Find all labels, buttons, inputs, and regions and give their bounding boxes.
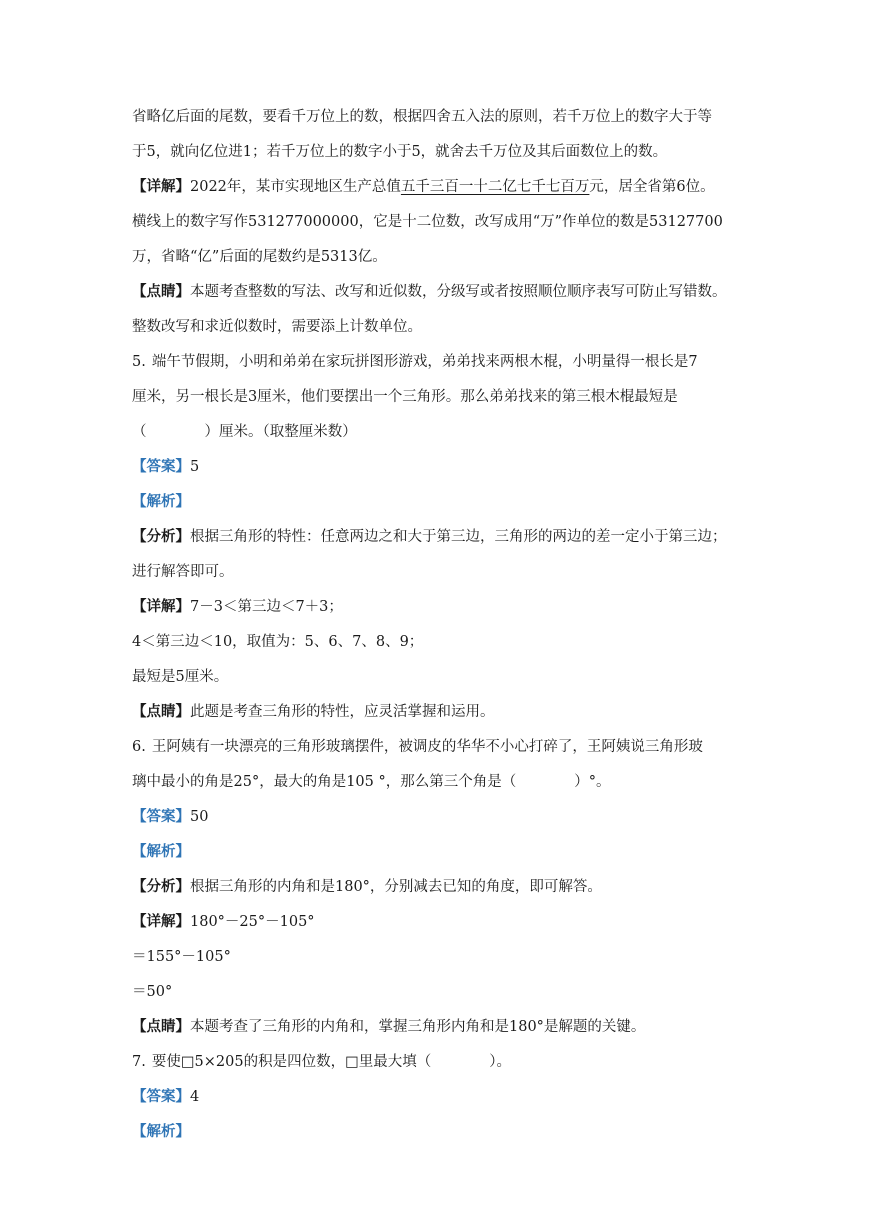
q6-detail-line-1 <box>132 909 744 944</box>
answer-value: 50 <box>190 809 209 825</box>
q5-analysis-line-2: 进行解答即可。 <box>132 564 234 580</box>
analysis-tag: 【分析】 <box>132 528 190 545</box>
analysis-text: 根据三角形的内角和是180°，分别减去已知的角度，即可解答。 <box>190 879 602 895</box>
answer-tag: 【答案】 <box>132 808 190 825</box>
question-number: 6. <box>132 739 146 755</box>
analysis-text: 根据三角形的特性：任意两边之和大于第三边，三角形的两边的差一定小于第三边； <box>190 529 727 545</box>
detail-text: 180°－25°－105° <box>190 914 315 930</box>
comment-text: 本题考查整数的写法、改写和近似数，分级写或者按照顺位顺序表写可防止写错数。 <box>190 284 727 300</box>
q5-analysis-line-1 <box>132 524 744 559</box>
analysis-tag: 【分析】 <box>132 878 190 895</box>
question-text: 要使□5×205的积是四位数，□里最大填（ <box>151 1054 432 1070</box>
q6-analysis <box>132 874 744 909</box>
question-text: ）。 <box>489 1054 512 1070</box>
prev-detail-line-1 <box>132 174 744 209</box>
detail-tag: 【详解】 <box>132 913 190 930</box>
q5-answer <box>132 454 744 489</box>
q7-answer <box>132 1084 744 1119</box>
q5-detail-line-1 <box>132 594 744 629</box>
detail-tag: 【详解】 <box>132 598 190 615</box>
comment-tag: 【点睛】 <box>132 703 190 720</box>
prev-comment-line-1 <box>132 279 744 314</box>
q6-detail-line-2: ＝155°－105° <box>132 949 231 965</box>
q5-detail-line-2: 4＜第三边＜10，取值为：5、6、7、8、9； <box>132 634 424 650</box>
q5-stem-line-2: 厘米，另一根长是3厘米，他们要摆出一个三角形。那么弟弟找来的第三根木棍最短是 <box>132 389 678 405</box>
q6-comment <box>132 1014 744 1049</box>
question-text: ）°。 <box>574 774 611 790</box>
q7-stem-line-1 <box>132 1049 744 1084</box>
jiexi-tag: 【解析】 <box>132 843 190 860</box>
q6-jiexi <box>132 839 744 874</box>
comment-text: 此题是考查三角形的特性，应灵活掌握和运用。 <box>190 704 495 720</box>
blank-open-paren: （ <box>132 424 147 440</box>
question-text: 璃中最小的角是25°，最大的角是105 °，那么第三个角是（ <box>132 774 517 790</box>
q5-stem-line-3 <box>132 419 744 454</box>
comment-tag: 【点睛】 <box>132 283 190 300</box>
q6-stem-line-2 <box>132 769 744 804</box>
detail-text: 元，居全省第6位。 <box>589 179 715 195</box>
answer-tag: 【答案】 <box>132 1088 190 1105</box>
comment-tag: 【点睛】 <box>132 1018 190 1035</box>
prev-detail-line-2: 横线上的数字写作531277000000，它是十二位数，改写成用“万”作单位的数是53127700 <box>132 214 723 230</box>
question-text: 王阿姨有一块漂亮的三角形玻璃摆件，被调皮的华华不小心打碎了，王阿姨说三角形玻 <box>151 739 703 755</box>
prev-analysis-line-2: 于5，就向亿位进1；若千万位上的数字小于5，就舍去千万位及其后面数位上的数。 <box>132 144 668 160</box>
jiexi-tag: 【解析】 <box>132 493 190 510</box>
q5-comment <box>132 699 744 734</box>
q6-detail-line-3: ＝50° <box>132 984 173 1000</box>
detail-text: 7－3＜第三边＜7＋3； <box>190 599 343 615</box>
q5-jiexi <box>132 489 744 524</box>
q7-jiexi <box>132 1119 744 1154</box>
prev-analysis-line-1: 省略亿后面的尾数，要看千万位上的数，根据四舍五入法的原则，若千万位上的数字大于等 <box>132 109 712 125</box>
question-number: 5. <box>132 354 146 370</box>
document-page <box>132 104 744 1154</box>
answer-value: 4 <box>190 1089 200 1105</box>
question-text: ）厘米。（取整厘米数） <box>204 424 357 440</box>
q6-answer <box>132 804 744 839</box>
question-text: 端午节假期，小明和弟弟在家玩拼图形游戏，弟弟找来两根木棍，小明量得一根长是7 <box>151 354 698 370</box>
question-number: 7. <box>132 1054 146 1070</box>
q5-detail-line-3: 最短是5厘米。 <box>132 669 229 685</box>
detail-tag: 【详解】 <box>132 178 190 195</box>
underlined-number-words: 五千三百一十二亿七千七百万 <box>400 179 590 195</box>
prev-detail-line-3: 万，省略“亿”后面的尾数约是5313亿。 <box>132 249 387 265</box>
answer-tag: 【答案】 <box>132 458 190 475</box>
q6-stem-line-1 <box>132 734 744 769</box>
jiexi-tag: 【解析】 <box>132 1123 190 1140</box>
comment-text: 本题考查了三角形的内角和，掌握三角形内角和是180°是解题的关键。 <box>190 1019 646 1035</box>
q5-stem-line-1 <box>132 349 744 384</box>
answer-value: 5 <box>190 459 200 475</box>
detail-text: 2022年，某市实现地区生产总值 <box>190 179 401 195</box>
prev-comment-line-2: 整数改写和求近似数时，需要添上计数单位。 <box>132 319 422 335</box>
